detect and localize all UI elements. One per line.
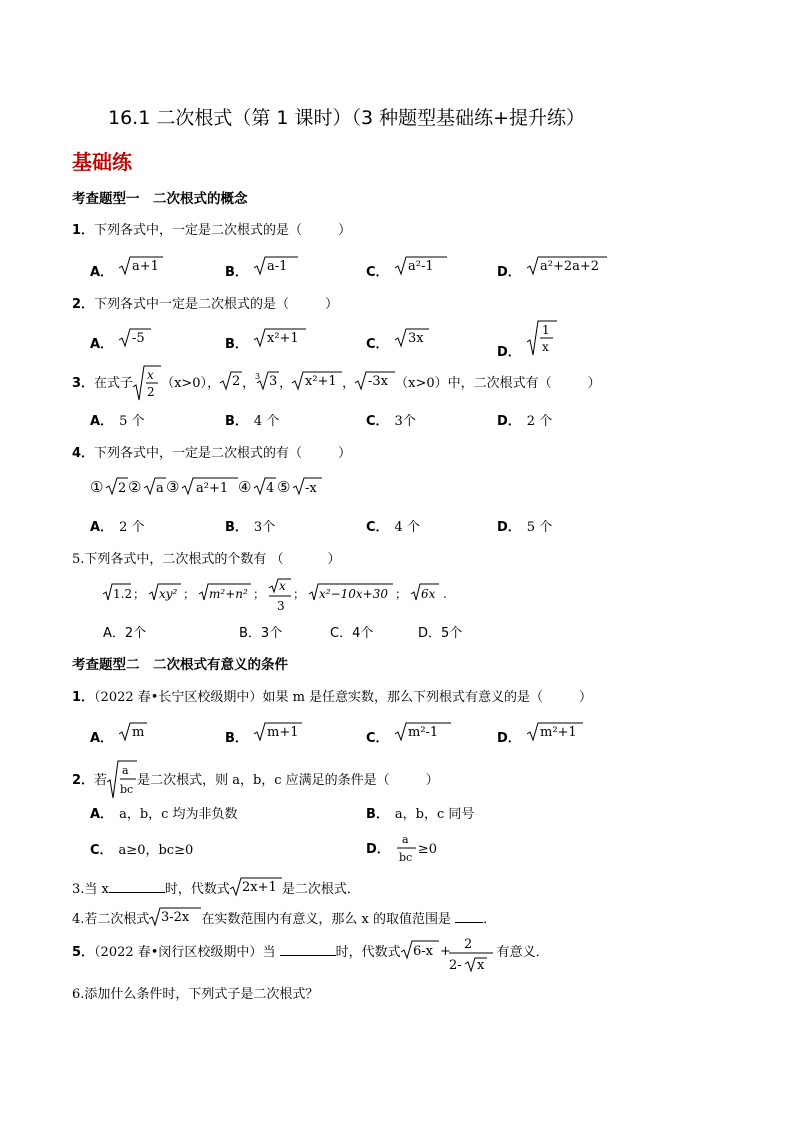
- question-2-5: 5．（2022 春•闵行区校级期中）当 时，代数式 6-x + 2 2- x 有意义．: [72, 934, 549, 974]
- svg-text:-3x: -3x: [368, 374, 389, 389]
- sqrt-expression: [119, 328, 151, 348]
- option-1-3-b: B． 4 个: [225, 414, 280, 429]
- option-1-4-d: D． 5 个: [497, 520, 553, 535]
- svg-text:x²+1: x²+1: [305, 374, 337, 389]
- sqrt-expression: [254, 256, 298, 276]
- sqrt-expression: [395, 722, 451, 742]
- sqrt-expression: [149, 907, 201, 927]
- option-1-3-d: D． 2 个: [497, 414, 553, 429]
- topic-heading-1: 考查题型一 二次根式的概念: [72, 191, 248, 207]
- svg-text:a²-1: a²-1: [407, 259, 434, 274]
- circled-sqrt-list: [90, 476, 340, 498]
- svg-text:1: 1: [541, 323, 550, 337]
- option-1-5-c: C．4个: [330, 626, 374, 641]
- svg-text:a: a: [122, 764, 129, 777]
- answer-blank[interactable]: [280, 943, 336, 956]
- svg-text:3: 3: [277, 599, 285, 613]
- option-1-1-d: D． a²+2a+2: [497, 256, 607, 280]
- svg-text:a-1: a-1: [266, 259, 288, 274]
- option-1-5-d: D．5个: [418, 626, 463, 641]
- option-1-5-b: B．3个: [239, 626, 283, 641]
- svg-text:m²+1: m²+1: [539, 725, 577, 740]
- sqrt-expression: [527, 256, 607, 276]
- option-1-2-d: D． 1 x: [497, 320, 557, 360]
- option-1-3-a: A． 5 个: [90, 414, 145, 429]
- svg-text:a: a: [156, 481, 164, 496]
- svg-text:4: 4: [266, 481, 275, 496]
- sqrt-expression: [254, 722, 302, 742]
- svg-text:.: .: [443, 587, 447, 601]
- answer-blank[interactable]: [455, 910, 483, 923]
- svg-text:2: 2: [147, 385, 155, 399]
- svg-text:③: ③: [166, 478, 180, 496]
- svg-text:3: 3: [269, 374, 278, 389]
- sqrt-fraction: [527, 320, 557, 356]
- svg-text:m: m: [132, 725, 145, 740]
- svg-text:2: 2: [232, 374, 241, 389]
- svg-text:a+1: a+1: [132, 259, 159, 274]
- question-2-4: 4.若二次根式 3-2x 在实数范围内有意义，那么 x 的取值范围是 ．: [72, 907, 496, 927]
- sqrt-fraction: [107, 760, 137, 800]
- option-2-2-d: D． a bc ≥0: [366, 833, 437, 864]
- svg-text:x: x: [147, 368, 154, 382]
- svg-text:；: ；: [183, 587, 196, 601]
- svg-text:；: ；: [253, 587, 266, 601]
- option-1-3-c: C． 3个: [366, 414, 416, 429]
- sqrt-expression: [119, 256, 163, 276]
- sqrt-expression: [395, 256, 447, 276]
- option-2-2-c: C． a≥0，bc≥0: [90, 843, 194, 858]
- option-1-1-a: A． a+1: [90, 256, 163, 280]
- option-2-2-b: B． a，b，c 同号: [366, 807, 475, 822]
- svg-text:；: ；: [395, 587, 408, 601]
- svg-text:m+1: m+1: [266, 725, 299, 740]
- option-1-1-c: C． a²-1: [366, 256, 447, 280]
- sqrt-expression: [119, 722, 147, 742]
- svg-text:x²−10x+30: x²−10x+30: [319, 587, 388, 601]
- sqrt-fraction: [133, 365, 161, 401]
- svg-text:2: 2: [463, 937, 472, 952]
- svg-text:④: ④: [238, 478, 252, 496]
- question-1-5: 5.下列各式中，二次根式的个数有 （ ）: [72, 552, 341, 567]
- svg-text:；: ；: [133, 587, 146, 601]
- svg-text:bc: bc: [398, 851, 412, 864]
- cube-root-expression: [255, 371, 279, 391]
- svg-text:①: ①: [90, 478, 104, 496]
- option-2-1-a: A． m: [90, 722, 147, 746]
- option-1-4-b: B． 3个: [225, 520, 276, 535]
- option-1-1-b: B． a-1: [225, 256, 298, 280]
- svg-text:⑤: ⑤: [277, 478, 291, 496]
- svg-text:2-: 2-: [448, 958, 462, 973]
- svg-text:3: 3: [255, 372, 261, 381]
- svg-text:②: ②: [128, 478, 142, 496]
- svg-text:m²+n²: m²+n²: [209, 587, 248, 601]
- svg-text:6-x: 6-x: [412, 944, 433, 959]
- sqrt-list: [103, 578, 453, 614]
- sqrt-expression: [292, 371, 342, 391]
- svg-text:a²+2a+2: a²+2a+2: [539, 259, 599, 274]
- question-1-2: 2．下列各式中一定是二次根式的是（ ）: [72, 297, 339, 312]
- svg-text:1.2: 1.2: [113, 587, 133, 601]
- question-1-4-expressions: [90, 476, 340, 502]
- option-1-5-a: A．2个: [103, 626, 147, 641]
- question-1-5-expressions: [103, 578, 453, 618]
- option-1-4-a: A． 2 个: [90, 520, 145, 535]
- question-1-4: 4．下列各式中，一定是二次根式的有（ ）: [72, 446, 352, 461]
- option-1-2-a: A． -5: [90, 328, 151, 352]
- sqrt-expression: [527, 722, 583, 742]
- svg-text:x: x: [279, 579, 286, 593]
- svg-text:2: 2: [118, 481, 127, 496]
- svg-text:-x: -x: [305, 481, 317, 496]
- svg-text:+: +: [439, 944, 451, 959]
- fraction: [396, 831, 418, 865]
- question-1-3: 3．在式子 x 2 （x>0）， 2 ， 3 3 ， x²+1 ， -3x （x>0）中，二次根式有（ ）: [72, 365, 601, 401]
- option-2-1-b: B． m+1: [225, 722, 302, 746]
- svg-text:3-2x: 3-2x: [161, 910, 190, 925]
- svg-text:-5: -5: [132, 331, 145, 346]
- question-2-2: 2．若 a bc 是二次根式，则 a，b，c 应满足的条件是（ ）: [72, 760, 439, 800]
- sqrt-expression: [220, 371, 242, 391]
- svg-text:x: x: [476, 958, 484, 973]
- svg-text:a: a: [401, 833, 409, 846]
- option-2-2-a: A． a，b，c 均为非负数: [90, 807, 238, 822]
- sqrt-expression: [230, 877, 282, 897]
- option-1-4-c: C． 4 个: [366, 520, 420, 535]
- sqrt-expression: [395, 328, 429, 348]
- svg-text:3x: 3x: [407, 331, 424, 346]
- question-2-6: 6.添加什么条件时，下列式子是二次根式？: [72, 987, 319, 1002]
- sqrt-plus-fraction: [401, 934, 497, 974]
- question-2-1: 1．（2022 春•长宁区校级期中）如果 m 是任意实数，那么下列根式有意义的是（ ）: [72, 690, 593, 705]
- svg-text:m²-1: m²-1: [407, 725, 438, 740]
- answer-blank[interactable]: [109, 880, 165, 893]
- page-title: 16.1 二次根式（第 1 课时）（3 种题型基础练+提升练）: [108, 107, 586, 129]
- svg-text:x: x: [541, 340, 549, 354]
- svg-text:a²+1: a²+1: [196, 481, 229, 496]
- option-1-2-b: B． x²+1: [225, 328, 306, 352]
- option-2-1-d: D． m²+1: [497, 722, 583, 746]
- sqrt-expression: [355, 371, 395, 391]
- question-2-3: 3.当 x 时，代数式 2x+1 是二次根式．: [72, 877, 360, 897]
- question-1-1: 1．下列各式中，一定是二次根式的是（ ）: [72, 223, 352, 238]
- svg-text:x²+1: x²+1: [266, 331, 299, 346]
- topic-heading-2: 考查题型二 二次根式有意义的条件: [72, 657, 288, 673]
- svg-text:6x: 6x: [421, 587, 436, 601]
- svg-text:；: ；: [293, 587, 306, 601]
- section-heading: 基础练: [72, 150, 132, 174]
- option-2-1-c: C． m²-1: [366, 722, 451, 746]
- sqrt-expression: [254, 328, 306, 348]
- svg-text:2x+1: 2x+1: [241, 880, 277, 895]
- option-1-2-c: C． 3x: [366, 328, 429, 352]
- svg-text:bc: bc: [120, 783, 134, 796]
- svg-text:xy²: xy²: [159, 587, 178, 601]
